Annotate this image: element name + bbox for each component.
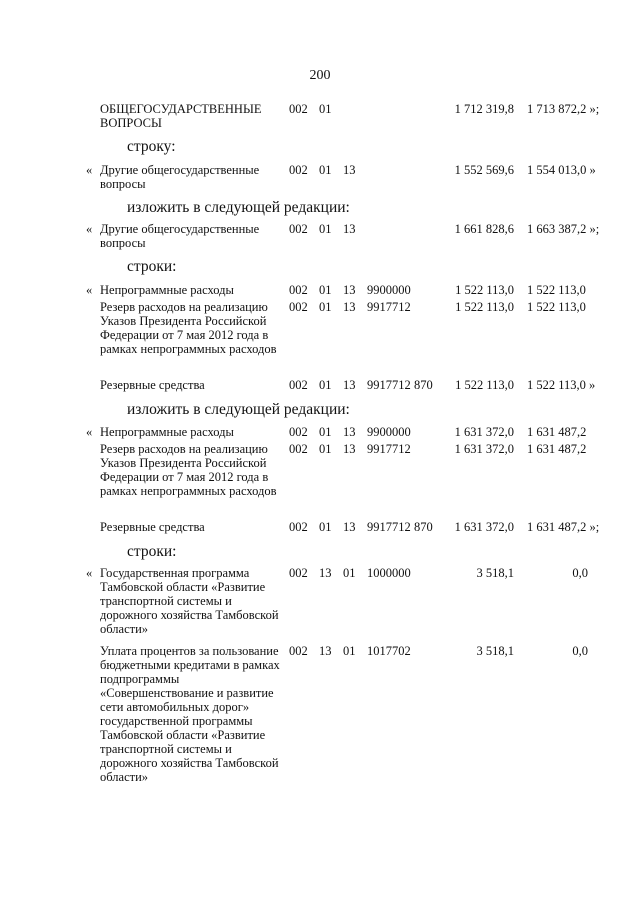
row-value-year1: 1 631 372,0 (454, 425, 514, 439)
row-code-ministry: 002 (289, 425, 308, 439)
row-value-year2: 1 554 013,0 » (527, 163, 596, 177)
row-code-ministry: 002 (289, 520, 308, 534)
row-code-section: 01 (319, 520, 332, 534)
row-code-section: 01 (319, 300, 332, 314)
row-value-year1: 1 661 828,6 (454, 222, 514, 236)
row-name: Резерв расходов на реализацию Указов Президента Российской Федерации от 7 мая 2012 года в рамках непрограммных расходов (100, 442, 277, 498)
row-code-section: 01 (319, 102, 332, 116)
row-code-section: 01 (319, 442, 332, 456)
row-quote: « (86, 283, 93, 297)
row-value-year2: 0,0 (572, 644, 588, 658)
caption-text: строки: (127, 543, 177, 560)
row-code-subsection: 13 (343, 442, 356, 456)
row-name: Уплата процентов за пользование бюджетными кредитами в рамках подпрограммы «Совершенствование и развитие сети автомобильных дорог» государственной программы Тамбовской области «Развитие транспортной системы и дорожного хозяйства Тамбовской области» (100, 644, 280, 784)
caption-text: изложить в следующей редакции: (127, 199, 350, 216)
row-code-section: 01 (319, 222, 332, 236)
row-value-year2: 1 522 113,0 » (527, 378, 596, 392)
row-code-subsection: 01 (343, 566, 356, 580)
caption-text: изложить в следующей редакции: (127, 401, 350, 418)
row-value-year1: 1 631 372,0 (454, 442, 514, 456)
row-code-article: 9917712 (367, 520, 411, 534)
row-quote: « (86, 163, 93, 177)
row-quote: « (86, 566, 93, 580)
row-code-ministry: 002 (289, 163, 308, 177)
row-value-year2: 1 631 487,2 »; (527, 520, 600, 534)
row-code-subsection: 01 (343, 644, 356, 658)
row-name: Резервные средства (100, 520, 205, 534)
caption-text: строки: (127, 258, 177, 275)
row-code-article: 9917712 (367, 378, 411, 392)
row-code-article: 9900000 (367, 425, 411, 439)
row-value-year1: 1 712 319,8 (454, 102, 514, 116)
row-code-subsection: 13 (343, 283, 356, 297)
row-code-ministry: 002 (289, 378, 308, 392)
row-code-section: 13 (319, 644, 332, 658)
row-code-subsection: 13 (343, 520, 356, 534)
row-value-year2: 1 631 487,2 (527, 442, 587, 456)
row-code-section: 01 (319, 283, 332, 297)
row-value-year1: 1 522 113,0 (455, 378, 514, 392)
row-value-year2: 0,0 (572, 566, 588, 580)
row-code-ministry: 002 (289, 644, 308, 658)
row-value-year2: 1 713 872,2 »; (527, 102, 600, 116)
row-code-ministry: 002 (289, 222, 308, 236)
row-code-subsection: 13 (343, 300, 356, 314)
row-value-year1: 3 518,1 (476, 566, 514, 580)
row-code-type: 870 (414, 520, 433, 534)
row-quote: « (86, 425, 93, 439)
row-value-year2: 1 522 113,0 (527, 283, 586, 297)
row-value-year1: 1 522 113,0 (455, 300, 514, 314)
row-name: Непрограммные расходы (100, 283, 234, 297)
row-value-year1: 3 518,1 (476, 644, 514, 658)
row-name: Государственная программа Тамбовской области «Развитие транспортной системы и дорожного хозяйства Тамбовской области» (100, 566, 279, 636)
row-code-ministry: 002 (289, 442, 308, 456)
row-code-ministry: 002 (289, 300, 308, 314)
row-value-year2: 1 631 487,2 (527, 425, 587, 439)
row-code-section: 01 (319, 378, 332, 392)
row-value-year2: 1 663 387,2 »; (527, 222, 600, 236)
row-code-section: 01 (319, 425, 332, 439)
row-code-ministry: 002 (289, 283, 308, 297)
row-code-section: 13 (319, 566, 332, 580)
row-code-ministry: 002 (289, 102, 308, 116)
row-code-ministry: 002 (289, 566, 308, 580)
row-value-year1: 1 522 113,0 (455, 283, 514, 297)
row-quote: « (86, 222, 93, 236)
row-code-article: 9917712 (367, 442, 411, 456)
row-name: Резервные средства (100, 378, 205, 392)
row-code-subsection: 13 (343, 425, 356, 439)
page-number: 200 (309, 68, 331, 83)
row-code-type: 870 (414, 378, 433, 392)
row-code-subsection: 13 (343, 378, 356, 392)
row-value-year2: 1 522 113,0 (527, 300, 586, 314)
row-code-article: 9900000 (367, 283, 411, 297)
row-name: Другие общегосударственные вопросы (100, 222, 260, 250)
row-code-subsection: 13 (343, 163, 356, 177)
row-name: Другие общегосударственные вопросы (100, 163, 260, 191)
row-code-article: 1017702 (367, 644, 411, 658)
row-name: Непрограммные расходы (100, 425, 234, 439)
row-code-subsection: 13 (343, 222, 356, 236)
row-code-section: 01 (319, 163, 332, 177)
caption-text: строку: (127, 138, 176, 155)
row-name: ОБЩЕГОСУДАРСТВЕННЫЕ ВОПРОСЫ (100, 102, 262, 130)
row-value-year1: 1 552 569,6 (454, 163, 514, 177)
row-code-article: 1000000 (367, 566, 411, 580)
row-code-article: 9917712 (367, 300, 411, 314)
row-name: Резерв расходов на реализацию Указов Президента Российской Федерации от 7 мая 2012 года в рамках непрограммных расходов (100, 300, 277, 356)
row-value-year1: 1 631 372,0 (454, 520, 514, 534)
